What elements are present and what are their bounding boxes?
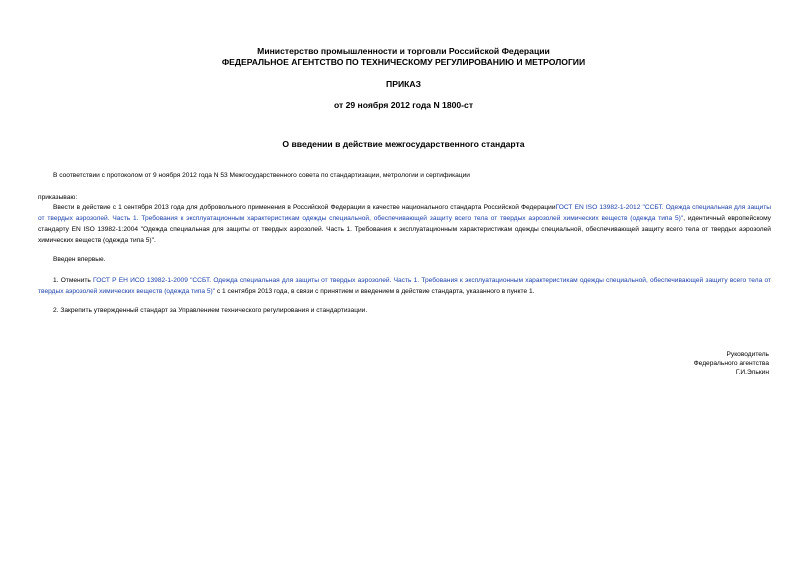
paragraph-cancel [38, 275, 771, 297]
cancelled-link-code[interactable]: ГОСТ Р ЕН ИСО 13982-1-2009 "ССБТ. [93, 277, 212, 284]
preamble-paragraph: В соответствии с протоколом от 9 ноября 2012 года N 53 Межгосударственного совета по стандартизации, метрологии и сертификации [53, 172, 470, 179]
order-word: приказываю: [38, 194, 78, 201]
paragraph-cancel-text: 1. Отменить [53, 277, 94, 284]
signature-title: Руководитель [726, 351, 769, 358]
paragraph-enactment-text: Ввести в действие с 1 сентября 2013 года для добровольного применения в Российской Федерации в качестве национального стандарта Российской Федерации [53, 204, 556, 211]
standard-link-title[interactable]: Одежда специальная для защиты от твердых аэрозолей. Часть 1. Требования к эксплуатационным характеристикам одежды специальной, обеспечивающей защиту всего тела от твердых аэрозолей химических веществ (одежда типа 5)" [38, 204, 771, 222]
agency-name: ФЕДЕРАЛЬНОЕ АГЕНТСТВО ПО ТЕХНИЧЕСКОМУ РЕГУЛИРОВАНИЮ И МЕТРОЛОГИИ [221, 57, 586, 67]
introduced-note: Введен впервые. [53, 256, 106, 263]
signature-name: Г.И.Элькин [735, 369, 769, 376]
paragraph-enactment [38, 202, 771, 246]
document-subject: О введении в действие межгосударственного стандарта [282, 139, 525, 149]
document-type: ПРИКАЗ [386, 79, 421, 89]
cancelled-link-title[interactable]: Одежда специальная для защиты от твердых аэрозолей. Часть 1. Требования к эксплуатационным характеристикам одежды специальной, обеспечивающей защиту всего тела от твердых аэрозолей химических веществ (одежда типа 5)" [38, 277, 772, 295]
ministry-name: Министерство промышленности и торговли Российской Федерации [257, 46, 550, 56]
document-date-number: от 29 ноября 2012 года N 1800-ст [333, 100, 474, 110]
paragraph-cancel-tail: с 1 сентября 2013 года, в связи с принятием и введением в действие стандарта, указанного в пункте 1. [215, 288, 535, 295]
signature-agency: Федерального агентства [693, 360, 769, 367]
standard-link-code[interactable]: ГОСТ EN ISO 13982-1-2012 "ССБТ. [555, 204, 664, 211]
paragraph-enactment-tail: , идентичный европейскому стандарту EN ISO 13982-1:2004 "Одежда специальная для защиты от твердых аэрозолей. Часть 1. Требования к эксплуатационным характеристикам одежды специальной, обеспечивающей защиту всего тела от твердых аэрозолей химических веществ (одежда типа 5)". [38, 215, 771, 244]
paragraph-assign: 2. Закрепить утвержденный стандарт за Управлением технического регулирования и стандартизации. [53, 307, 368, 314]
